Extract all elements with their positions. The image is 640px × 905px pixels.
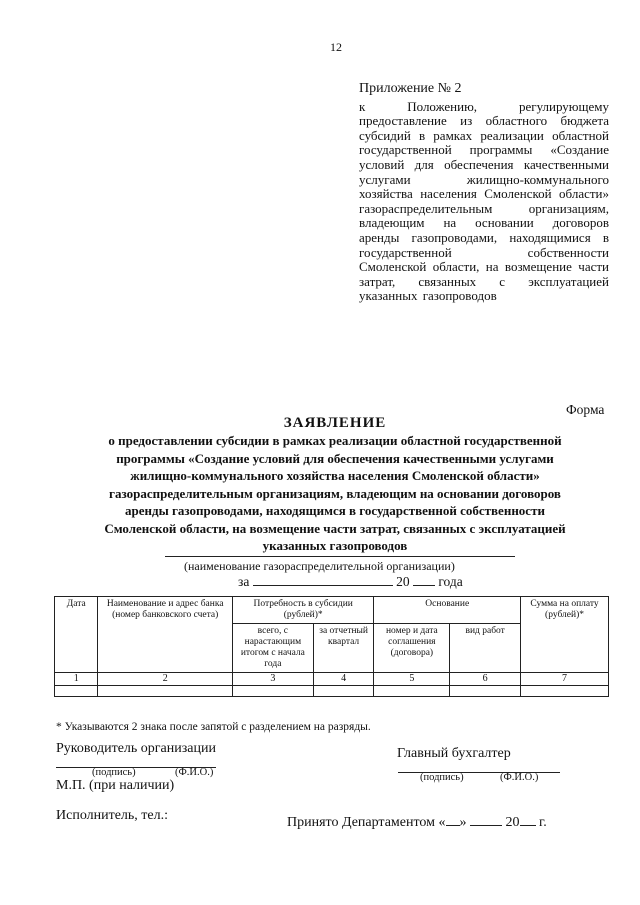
column-number: 3 xyxy=(232,673,313,686)
header-sum: Сумма на оплату (рублей)* xyxy=(521,597,609,673)
accepted-prefix: Принято Департаментом « xyxy=(287,815,446,830)
table-row-numbers xyxy=(55,673,609,686)
table-row xyxy=(55,686,609,697)
subheader-work: вид работ xyxy=(450,624,521,673)
day-blank xyxy=(446,814,460,826)
accountant-name-caption: (Ф.И.О.) xyxy=(500,772,539,783)
accountant-label: Главный бухгалтер xyxy=(397,746,511,761)
accepted-suffix: г. xyxy=(539,815,547,830)
header-basis: Основание xyxy=(374,597,521,624)
heading-line: программы «Создание условий для обеспечения качественными услугами xyxy=(116,450,554,466)
header-bank: Наименование и адрес банка (номер банковского счета) xyxy=(98,597,232,673)
column-number: 5 xyxy=(374,673,450,686)
column-number: 1 xyxy=(55,673,98,686)
appendix-text: к Положению, регулирующему предоставление из областного бюджета субсидий в рамках реализации областной государственной программы «Создание условий для обеспечения качественными услугами жилищно-коммунального хозяйства населения Смоленской области» газораспределительным организациям, владеющим на основании договоров аренды газопроводами, находящимися в государственной собственности Смоленской области, на возмещение части затрат, связанных с эксплуатацией указанных газопроводов xyxy=(359,98,609,304)
period-suffix: года xyxy=(438,574,463,589)
executor-label: Исполнитель, тел.: xyxy=(56,808,169,823)
appendix-block xyxy=(359,82,609,304)
table-cell xyxy=(374,686,450,697)
heading-title: ЗАЯВЛЕНИЕ xyxy=(283,415,387,431)
head-label: Руководитель организации xyxy=(56,741,216,756)
year-blank xyxy=(413,574,435,586)
header-date: Дата xyxy=(55,597,98,673)
head-name-caption: (Ф.И.О.) xyxy=(175,767,214,778)
column-number: 7 xyxy=(521,673,609,686)
org-name-line xyxy=(165,556,515,557)
table-cell xyxy=(450,686,521,697)
accountant-signature-caption: (подпись) xyxy=(420,772,464,783)
subheader-agreement: номер и дата соглашения (договора) xyxy=(374,624,450,673)
table-cell xyxy=(232,686,313,697)
table-cell xyxy=(521,686,609,697)
month-blank xyxy=(470,814,502,826)
heading-line: аренды газопроводами, находящимся в государственной собственности xyxy=(125,503,545,518)
footnote: * Указываются 2 знака после запятой с разделением на разряды. xyxy=(56,721,371,733)
period-year: 20 xyxy=(396,574,410,589)
column-number: 4 xyxy=(313,673,374,686)
subsidy-table xyxy=(54,596,609,697)
subheader-quarter: за отчетный квартал xyxy=(313,624,374,673)
page-number: 12 xyxy=(330,40,342,54)
table-cell xyxy=(55,686,98,697)
period-prefix: за xyxy=(238,574,250,589)
period-blank xyxy=(253,574,393,586)
seal-label: М.П. (при наличии) xyxy=(56,778,175,793)
heading-line: указанных газопроводов xyxy=(262,538,408,553)
form-label: Форма xyxy=(566,402,605,417)
subheader-total: всего, с нарастающим итогом с начала года xyxy=(232,624,313,673)
accepted-year: 20 xyxy=(505,815,520,830)
table-cell xyxy=(313,686,374,697)
head-signature-caption: (подпись) xyxy=(92,767,136,778)
document-heading xyxy=(50,415,620,555)
accepted-mid: » xyxy=(459,815,467,830)
appendix-title: Приложение № 2 xyxy=(359,81,462,96)
accepted-row xyxy=(287,814,547,831)
heading-line: о предоставлении субсидии в рамках реализации областной государственной xyxy=(108,433,562,448)
org-name-caption: (наименование газораспределительной организации) xyxy=(184,559,455,573)
header-need: Потребность в субсидии (рублей)* xyxy=(232,597,374,624)
heading-line: Смоленской области, на возмещение части затрат, связанных с эксплуатацией xyxy=(104,520,566,536)
period-row xyxy=(238,574,463,590)
heading-line: жилищно-коммунального хозяйства населения Смоленской области» xyxy=(130,468,540,483)
column-number: 2 xyxy=(98,673,232,686)
year-blank xyxy=(520,814,536,826)
table-cell xyxy=(98,686,232,697)
column-number: 6 xyxy=(450,673,521,686)
heading-line: газораспределительным организациям, владеющим на основании договоров xyxy=(109,485,561,501)
